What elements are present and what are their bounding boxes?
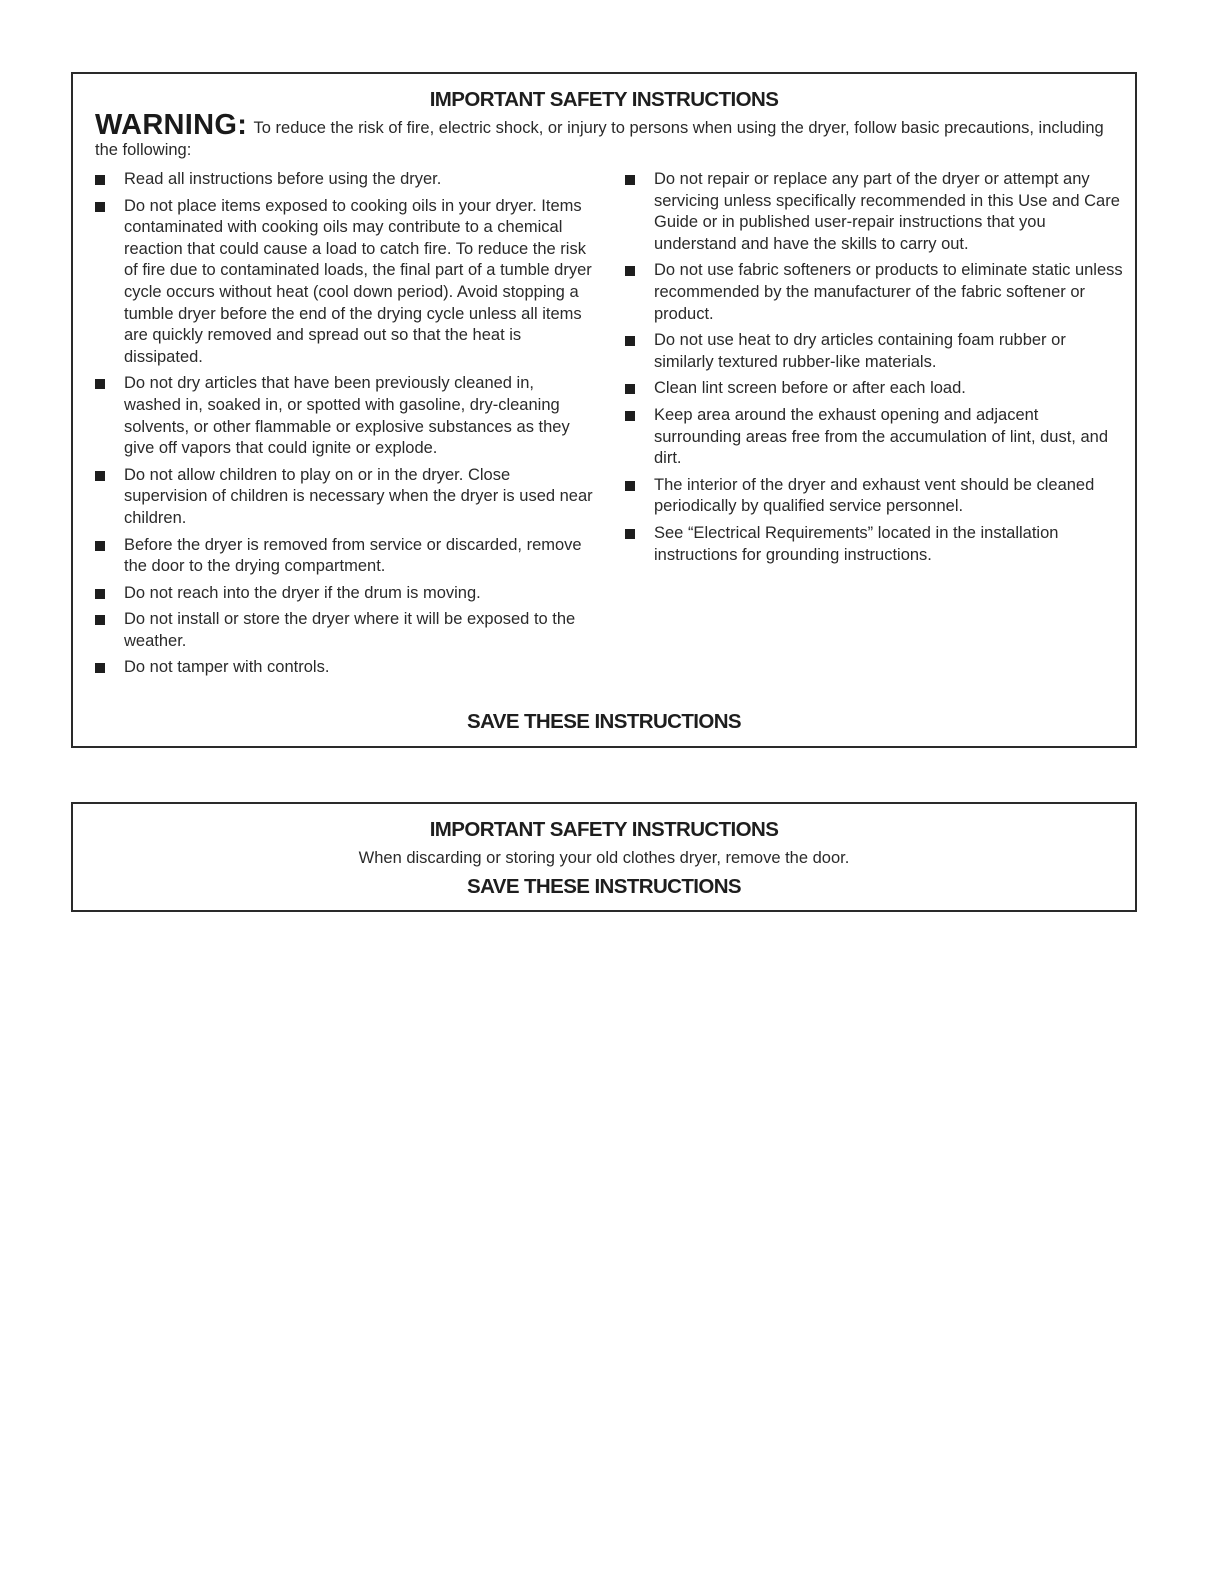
list-item: Do not use fabric softeners or products to eliminate static unless recommended by the manufacturer of the fabric softener or product. (624, 260, 1124, 325)
square-bullet-icon (95, 615, 105, 625)
square-bullet-icon (95, 202, 105, 212)
list-item: Do not dry articles that have been previously cleaned in, washed in, soaked in, or spotted with gasoline, dry-cleaning solvents, or other flammable or explosive substances as they give off vapors that could ignite or explode. (94, 373, 594, 459)
list-item: Do not place items exposed to cooking oils in your dryer. Items contaminated with cooking oils may contribute to a chemical reaction that could cause a load to catch fire. To reduce the risk of fire due to contaminated loads, the final part of a tumble dryer cycle occurs without heat (cool down period). Avoid stopping a tumble dryer before the end of the drying cycle unless all items are quickly removed and spread out so that the heat is dissipated. (94, 196, 594, 369)
save-instructions-heading: SAVE THESE INSTRUCTIONS (467, 875, 741, 898)
list-item: Do not use heat to dry articles containing foam rubber or similarly textured rubber-like materials. (624, 330, 1124, 373)
instructions-right-list (624, 169, 1124, 571)
list-item: The interior of the dryer and exhaust vent should be cleaned periodically by qualified service personnel. (624, 475, 1124, 518)
list-item: See “Electrical Requirements” located in the installation instructions for grounding instructions. (624, 523, 1124, 566)
safety-heading: IMPORTANT SAFETY INSTRUCTIONS (429, 88, 779, 111)
list-item: Before the dryer is removed from service or discarded, remove the door to the drying compartment. (94, 535, 594, 578)
square-bullet-icon (625, 336, 635, 346)
square-bullet-icon (95, 175, 105, 185)
instruction-columns (73, 169, 1135, 699)
list-item: Do not repair or replace any part of the dryer or attempt any servicing unless specifically recommended in this Use and Care Guide or in published user-repair instructions that you understand and have the skills to carry out. (624, 169, 1124, 255)
square-bullet-icon (625, 175, 635, 185)
square-bullet-icon (95, 663, 105, 673)
square-bullet-icon (95, 471, 105, 481)
safety-heading: IMPORTANT SAFETY INSTRUCTIONS (429, 818, 779, 841)
warning-label: WARNING: (95, 109, 248, 141)
discard-instructions-box (71, 802, 1137, 912)
safety-instructions-box (71, 72, 1137, 748)
warning-text: To reduce the risk of fire, electric shock, or injury to persons when using the dryer, follow basic precautions, including the following: (95, 119, 1104, 159)
square-bullet-icon (625, 411, 635, 421)
square-bullet-icon (625, 529, 635, 539)
instructions-left-list (94, 169, 594, 684)
list-item: Read all instructions before using the dryer. (94, 169, 594, 191)
square-bullet-icon (625, 481, 635, 491)
square-bullet-icon (625, 266, 635, 276)
square-bullet-icon (95, 541, 105, 551)
square-bullet-icon (95, 589, 105, 599)
list-item: Do not allow children to play on or in the dryer. Close supervision of children is necessary when the dryer is used near children. (94, 465, 594, 530)
save-instructions-heading: SAVE THESE INSTRUCTIONS (467, 710, 741, 733)
warning-statement (95, 109, 1135, 161)
square-bullet-icon (95, 379, 105, 389)
list-item: Clean lint screen before or after each load. (624, 378, 1124, 400)
discard-text: When discarding or storing your old clothes dryer, remove the door. (358, 849, 850, 867)
square-bullet-icon (625, 384, 635, 394)
list-item: Do not reach into the dryer if the drum is moving. (94, 583, 594, 605)
list-item: Do not tamper with controls. (94, 657, 594, 679)
list-item: Do not install or store the dryer where it will be exposed to the weather. (94, 609, 594, 652)
list-item: Keep area around the exhaust opening and adjacent surrounding areas free from the accumulation of lint, dust, and dirt. (624, 405, 1124, 470)
